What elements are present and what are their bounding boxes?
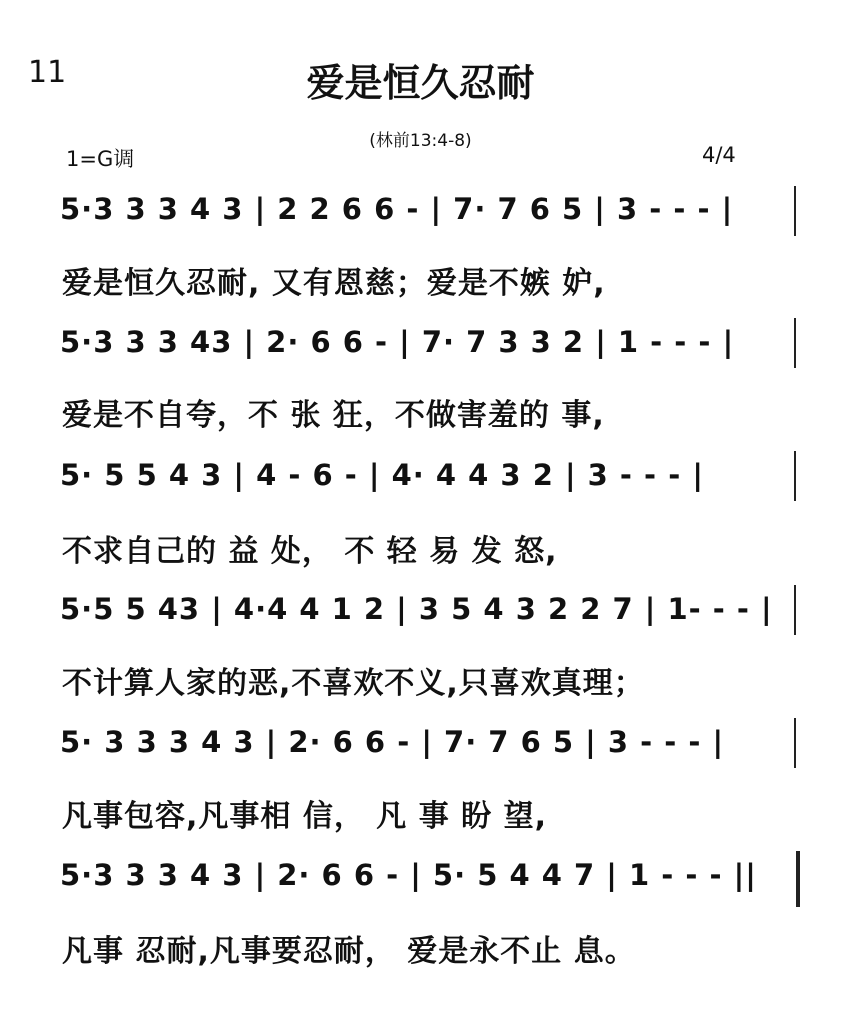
system-end-bar — [794, 451, 796, 501]
notation-line-1: 5·3 3 3 4 3 | 2 2 6 6 - | 7· 7 6 5 | 3 - - - | — [60, 192, 734, 226]
lyric-line-3: 不求自己的 益 处， 不 轻 易 发 怒, — [62, 534, 558, 569]
notation-line-6: 5·3 3 3 4 3 | 2· 6 6 - | 5· 5 4 4 7 | 1 - - - || — [60, 858, 757, 892]
lyric-line-1: 爱是恒久忍耐, 又有恩慈；爱是不嫉 妒, — [62, 266, 606, 301]
notation-line-4: 5·5 5 43 | 4·4 4 1 2 | 3 5 4 3 2 2 7 | 1- - - | — [60, 592, 773, 626]
song-title: 爱是恒久忍耐 — [306, 61, 535, 105]
page-number: 11 — [28, 55, 67, 90]
lyric-line-6: 凡事 忍耐,凡事要忍耐， 爱是永不止 息。 — [62, 934, 636, 969]
lyric-line-4: 不计算人家的恶,不喜欢不义,只喜欢真理； — [62, 666, 645, 701]
lyric-line-2: 爱是不自夸，不 张 狂，不做害羞的 事, — [62, 398, 605, 433]
final-double-bar — [796, 851, 800, 907]
system-end-bar — [794, 718, 796, 768]
notation-line-2: 5·3 3 3 43 | 2· 6 6 - | 7· 7 3 3 2 | 1 - - - | — [60, 325, 735, 359]
notation-line-5: 5· 3 3 3 4 3 | 2· 6 6 - | 7· 7 6 5 | 3 - - - | — [60, 725, 725, 759]
key-signature: 1=G调 — [66, 147, 135, 171]
time-signature: 4/4 — [702, 143, 736, 167]
system-end-bar — [794, 585, 796, 635]
notation-line-3: 5· 5 5 4 3 | 4 - 6 - | 4· 4 4 3 2 | 3 - - - | — [60, 458, 704, 492]
system-end-bar — [794, 186, 796, 236]
system-end-bar — [794, 318, 796, 368]
lyric-line-5: 凡事包容,凡事相 信， 凡 事 盼 望, — [62, 799, 548, 834]
scripture-reference: (林前13:4-8) — [369, 131, 472, 151]
